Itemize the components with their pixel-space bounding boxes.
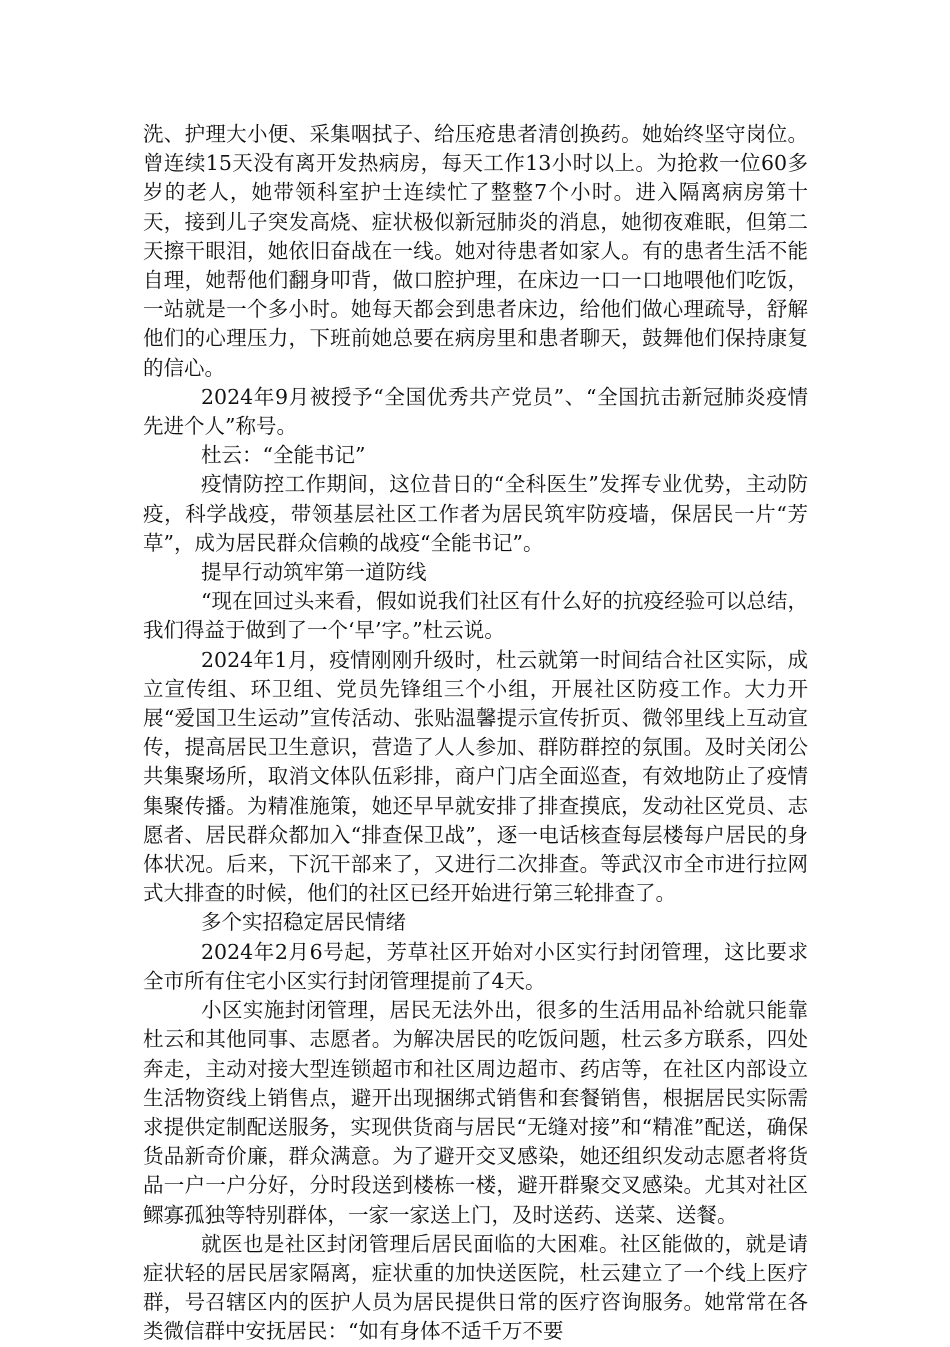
paragraph: 疫情防控工作期间，这位昔日的“全科医生”发挥专业优势，主动防疫，科学战疫，带领基层社区工作者为居民筑牢防疫墙，保居民一片“芳草”，成为居民群众信赖的战疫“全能书记”。 [143,472,808,555]
section-heading: 提早行动筑牢第一道防线 [201,560,427,585]
paragraph: “现在回过头来看，假如说我们社区有什么好的抗疫经验可以总结，我们得益于做到了一个‘早’字。”杜云说。 [143,589,808,643]
paragraph: 洗、护理大小便、采集咽拭子、给压疮患者清创换药。她始终坚守岗位。曾连续15天没有离开发热病房，每天工作13小时以上。为抢救一位60多岁的老人，她带领科室护士连续忙了整整7个小时。进入隔离病房第十天，接到儿子突发高烧、症状极似新冠肺炎的消息，她彻夜难眠，但第二天擦干眼泪，她依旧奋战在一线。她对待患者如家人。有的患者生活不能自理，她帮他们翻身叩背，做口腔护理，在床边一口一口地喂他们吃饭，一站就是一个多小时。她每天都会到患者床边，给他们做心理疏导，舒解他们的心理压力，下班前她总要在病房里和患者聊天，鼓舞他们保持康复的信心。 [143,122,808,380]
paragraph: 2024年9月被授予“全国优秀共产党员”、“全国抗击新冠肺炎疫情先进个人”称号。 [143,384,808,439]
paragraph: 2024年1月，疫情刚刚升级时，杜云就第一时间结合社区实际，成立宣传组、环卫组、党员先锋组三个小组，开展社区防疫工作。大力开展“爱国卫生运动”宣传活动、张贴温馨提示宣传折页、微邻里线上互动宣传，提高居民卫生意识，营造了人人参加、群防群控的氛围。及时关闭公共集聚场所，取消文体队伍彩排，商户门店全面巡查，有效地防止了疫情集聚传播。为精准施策，她还早早就安排了排查摸底，发动社区党员、志愿者、居民群众都加入“排查保卫战”，逐一电话核查每层楼每户居民的身体状况。后来，下沉干部来了，又进行二次排查。等武汉市全市进行拉网式大排查的时候，他们的社区已经开始进行第三轮排查了。 [143,647,808,906]
section-heading: 杜云：“全能书记” [201,443,366,468]
section-heading: 多个实招稳定居民情绪 [201,910,406,935]
paragraph: 2024年2月6号起，芳草社区开始对小区实行封闭管理，这比要求全市所有住宅小区实行封闭管理提前了4天。 [143,939,808,993]
document-body [143,120,808,1347]
paragraph: 小区实施封闭管理，居民无法外出，很多的生活用品补给就只能靠杜云和其他同事、志愿者。为解决居民的吃饭问题，杜云多方联系，四处奔走，主动对接大型连锁超市和社区周边超市、药店等，在社区内部设立生活物资线上销售点，避开出现捆绑式销售和套餐销售，根据居民实际需求提供定制配送服务，实现供货商与居民“无缝对接”和“精准”配送，确保货品新奇价廉，群众满意。为了避开交叉感染，她还组织发动志愿者将货品一户一户分好，分时段送到楼栋一楼，避开群聚交叉感染。尤其对社区鳏寡孤独等特别群体，一家一家送上门，及时送药、送菜、送餐。 [143,998,808,1227]
paragraph: 就医也是社区封闭管理后居民面临的大困难。社区能做的，就是请症状轻的居民居家隔离，症状重的加快送医院，杜云建立了一个线上医疗群，号召辖区内的医护人员为居民提供日常的医疗咨询服务。她常常在各类微信群中安抚居民：“如有身体不适千万不要 [143,1231,808,1344]
